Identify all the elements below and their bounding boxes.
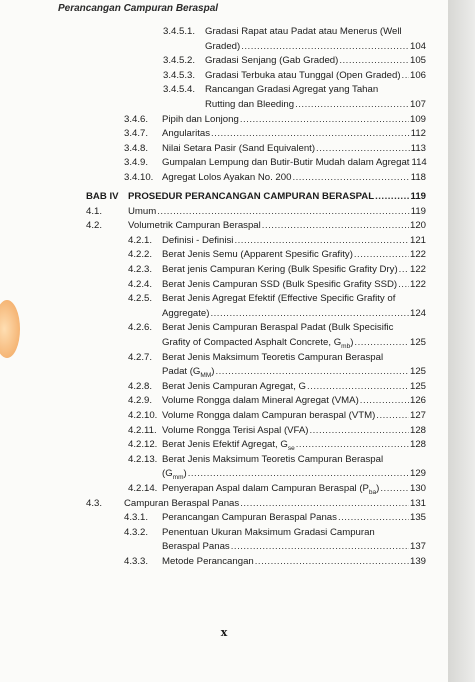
toc-entry-title: Volume Rongga dalam Mineral Agregat (VMA) [162,395,359,406]
toc-entry-number: 4.2.13. [128,454,158,465]
toc-entry-title: Definisi - Definisi [162,235,234,246]
toc-entry-number: 4.2.14. [128,483,158,494]
toc-dot-leader [255,555,409,569]
toc-entry-title: Graded) [205,41,241,52]
toc-entry [124,555,426,569]
toc-dot-leader [211,127,410,141]
toc-dot-leader [307,380,409,394]
toc-entry-title: Berat Jenis Maksimum Teoretis Campuran Beraspal [162,352,384,363]
toc-dot-leader [241,40,409,54]
toc-entry-page: 125 [409,366,426,377]
toc-entry-title: Volume Rongga Terisi Aspal (VFA) [162,425,309,436]
toc-entry-page: 122 [409,264,426,275]
toc-entry-number: 4.2.11. [128,425,157,436]
toc-entry-number: 4.2.1. [128,235,153,246]
toc-dot-leader [157,205,409,219]
toc-entry-number: 3.4.5.2. [163,55,196,66]
toc-entry-page: 104 [409,41,426,52]
toc-entry-number: 4.2. [86,220,103,231]
toc-entry-title: Gradasi Senjang (Gab Graded) [205,55,339,66]
toc-entry [205,40,426,54]
toc-entry [128,248,426,262]
toc-entry [124,127,426,141]
toc-dot-leader [354,336,409,350]
toc-entry [86,190,426,204]
toc-entry-title: Rancangan Gradasi Agregat yang Tahan [205,84,379,95]
toc-entry-title: Berat Jenis Maksimum Teoretis Campuran Beraspal [162,454,384,465]
toc-entry-subscript: mm [172,473,184,481]
toc-entry-number: 4.2.4. [128,279,153,290]
toc-entry-number: 4.2.5. [128,293,153,304]
toc-entry-title: Gumpalan Lempung dan Butir-Butir Mudah dalam Agregat [162,157,410,168]
toc-entry [128,394,426,408]
toc-entry [124,156,426,170]
toc-entry-title: Aggregate) [162,308,210,319]
toc-entry-number: 4.2.10. [128,410,158,421]
toc-dot-leader [240,113,409,127]
running-header: Perancangan Campuran Beraspal [58,3,219,14]
toc-entry [124,511,426,525]
toc-entry-number: 3.4.6. [124,114,149,125]
toc-dot-leader [215,365,409,379]
toc-dot-leader [234,234,409,248]
toc-entry-page: 137 [409,541,426,552]
toc-dot-leader [188,467,409,481]
toc-entry [128,409,426,423]
toc-entry [128,380,426,394]
toc-dot-leader [292,171,409,185]
toc-entry-page: 131 [409,498,426,509]
toc-entry [162,307,426,321]
toc-entry [128,234,426,248]
toc-entry [162,365,426,379]
toc-entry-page: 107 [409,99,426,110]
toc-entry-number: 4.2.6. [128,322,153,333]
toc-entry-page: 122 [409,249,426,260]
toc-entry-page: 129 [409,468,426,479]
toc-dot-leader [309,424,409,438]
toc-entry-number: 4.2.7. [128,352,153,363]
toc-entry-number: 4.3.1. [124,512,149,523]
toc-entry [128,482,426,496]
toc-entry [128,321,426,335]
toc-entry-number: 3.4.5.1. [163,26,196,37]
toc-entry [124,526,426,540]
toc-entry-title: Agregat Lolos Ayakan No. 200 [162,172,292,183]
toc-entry-number: 4.1. [86,206,103,217]
toc-entry-page: 126 [409,395,426,406]
toc-entry-title: Beraspal Panas [162,541,230,552]
toc-entry [124,171,426,185]
toc-entry-page: 106 [409,70,426,81]
toc-entry-number: 4.3.3. [124,556,149,567]
toc-entry-number: 4.2.8. [128,381,153,392]
toc-entry-page: 128 [409,425,426,436]
toc-entry-title: Gradasi Terbuka atau Tunggal (Open Graded) [205,70,401,81]
toc-entry-title: Metode Perancangan [162,556,254,567]
toc-entry-page: 128 [409,439,426,450]
toc-entry-title: Gradasi Rapat atau Padat atau Menerus (Well [205,26,402,37]
toc-entry-number: 3.4.5.3. [163,70,196,81]
toc-dot-leader [360,394,409,408]
toc-entry [128,351,426,365]
toc-entry-number: 4.3.2. [124,527,149,538]
toc-dot-leader [316,142,410,156]
toc-entry-page: 125 [409,337,426,348]
toc-entry [86,205,426,219]
toc-entry [162,467,426,481]
toc-entry [128,424,426,438]
toc-entry-number: 4.2.12. [128,439,158,450]
toc-entry-page: 118 [410,172,426,183]
toc-dot-leader [380,482,409,496]
toc-entry-title: Nilai Setara Pasir (Sand Equivalent) [162,143,316,154]
toc-dot-leader [354,248,409,262]
toc-entry-subscript: ba [368,488,377,496]
toc-dot-leader [296,438,409,452]
toc-entry-page: 105 [409,55,426,66]
toc-entry-page: 130 [409,483,426,494]
toc-entry-title: PROSEDUR PERANCANGAN CAMPURAN BERASPAL [128,191,375,202]
toc-entry [128,278,426,292]
thumb-shadow [0,300,20,358]
toc-entry-title: Umum [128,206,157,217]
toc-entry [128,263,426,277]
toc-entry-page: 125 [409,381,426,392]
toc-entry-title: Berat Jenis Campuran Agregat, G [162,381,306,392]
toc-dot-leader [376,409,409,423]
toc-entry-number: 3.4.8. [124,143,149,154]
toc-entry-title: Berat Jenis Semu (Apparent Spesific Grafity) [162,249,353,260]
toc-entry [163,69,426,83]
toc-entry [163,83,426,97]
toc-entry-page: 114 [411,157,427,168]
toc-dot-leader [240,497,409,511]
toc-dot-leader [210,307,409,321]
toc-entry [86,219,426,233]
toc-entry-title: Campuran Beraspal Panas [124,498,240,509]
toc-entry [162,540,426,554]
toc-entry-number: 3.4.9. [124,157,149,168]
toc-entry [86,497,426,511]
toc-entry [128,438,426,452]
toc-dot-leader [262,219,409,233]
page-number: x [220,626,228,639]
toc-dot-leader [398,278,409,292]
toc-entry-title: Berat Jenis Efektif Agregat, $G_{se}$ [162,439,295,452]
toc-dot-leader [375,190,409,204]
toc-entry-title: Rutting dan Bleeding [205,99,295,110]
toc-entry-subscript: se [287,444,295,452]
toc-entry-number: 3.4.5.4. [163,84,196,95]
toc-entry-title: $(G_{mm})$ [162,468,187,481]
toc-entry-page: 113 [410,143,426,154]
toc-entry [128,453,426,467]
toc-entry [124,142,426,156]
toc-entry-page: 119 [410,191,426,202]
toc-entry [128,292,426,306]
toc-entry-page: 119 [410,206,426,217]
toc-entry-title: Angularitas [162,128,210,139]
toc-entry-title: Volume Rongga dalam Campuran beraspal (VTM) [162,410,376,421]
toc-dot-leader [231,540,409,554]
toc-entry-number: 4.2.3. [128,264,153,275]
toc-dot-leader [295,98,409,112]
toc-entry-title: Perancangan Campuran Beraspal Panas [162,512,337,523]
toc-entry-title: Pipih dan Lonjong [162,114,239,125]
toc-entry-page: 124 [409,308,426,319]
toc-entry [205,98,426,112]
toc-dot-leader [399,263,409,277]
toc-entry-title: Grafity of Compacted Asphalt Concrete, $G_{mb}$) [162,337,354,350]
toc-entry-page: 109 [409,114,426,125]
toc-entry [124,113,426,127]
toc-entry-number: 4.2.2. [128,249,153,260]
toc-entry-page: 135 [409,512,426,523]
toc-entry [163,25,426,39]
toc-entry-page: 120 [409,220,426,231]
toc-entry-title: Berat Jenis Campuran Beraspal Padat (Bulk Specisific [162,322,394,333]
toc-entry [163,54,426,68]
toc-entry-number: BAB IV [86,191,119,202]
toc-entry-title: Berat Jenis Agregat Efektif (Effective Specific Grafity of [162,293,396,304]
toc-entry-title: Padat $(G_{MM})$ [162,366,215,379]
toc-entry-number: 3.4.10. [124,172,154,183]
toc-dot-leader [338,511,409,525]
toc-entry-page: 127 [409,410,426,421]
toc-entry-subscript: mb [341,342,351,350]
toc-dot-leader [402,69,409,83]
toc-entry-subscript: MM [200,371,212,379]
toc-dot-leader [339,54,409,68]
toc-entry-number: 3.4.7. [124,128,149,139]
toc-entry-title: Berat Jenis Campuran SSD (Bulk Spesific Grafity SSD) [162,279,398,290]
toc-entry-number: 4.3. [86,498,103,509]
toc-entry-page: 112 [410,128,426,139]
page-edge-shadow [448,0,475,682]
toc-entry-title: Penyerapan Aspal dalam Campuran Beraspal $(P_{ba})$ [162,483,380,496]
toc-entry-title: Penentuan Ukuran Maksimum Gradasi Campuran [162,527,375,538]
toc-entry-title: Berat jenis Campuran Kering (Bulk Spesific Grafity Dry) [162,264,398,275]
toc-entry-number: 4.2.9. [128,395,153,406]
toc-entry [162,336,426,350]
toc-entry-page: 139 [409,556,426,567]
toc-entry-page: 121 [409,235,426,246]
toc-entry-page: 122 [409,279,426,290]
toc-entry-title: Volumetrik Campuran Beraspal [128,220,261,231]
